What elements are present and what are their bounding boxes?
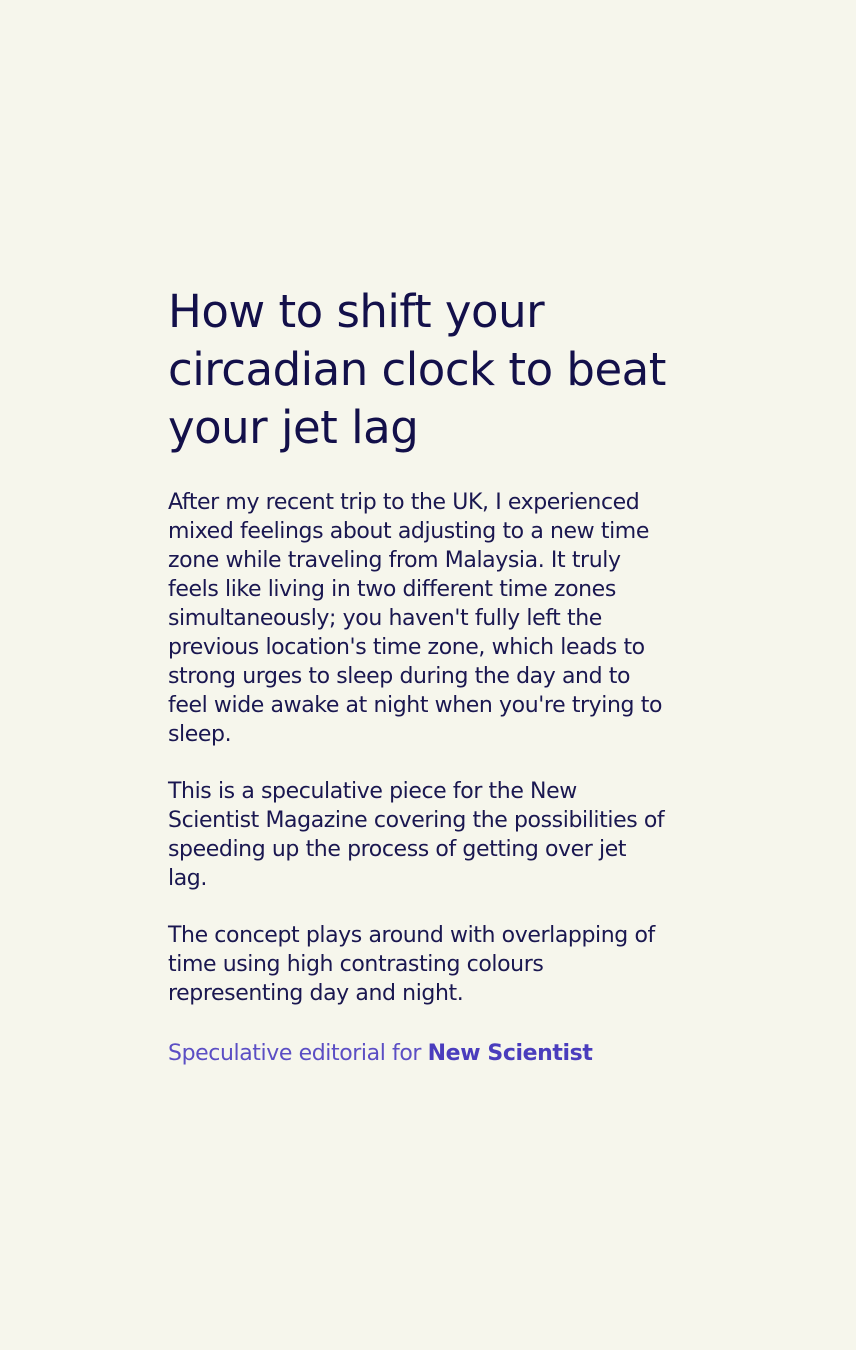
article-body bbox=[168, 488, 668, 1008]
body-paragraph: After my recent trip to the UK, I experienced mixed feelings about adjusting to a new time zone while traveling from Malaysia. It truly feels like living in two different time zones simultaneously; you haven't fully left the previous location's time zone, which leads to strong urges to sleep during the day and to feel wide awake at night when you're trying to sleep. bbox=[168, 490, 663, 747]
body-paragraph: The concept plays around with overlapping of time using high contrasting colours representing day and night. bbox=[168, 923, 655, 1006]
credit-prefix: Speculative editorial for bbox=[168, 1041, 422, 1066]
credit-line bbox=[168, 1039, 668, 1068]
article-title: How to shift your circadian clock to beat your jet lag bbox=[168, 285, 666, 454]
article bbox=[168, 283, 668, 1068]
publication-link[interactable]: New Scientist bbox=[427, 1041, 593, 1066]
body-paragraph: This is a speculative piece for the New Scientist Magazine covering the possibilities of speeding up the process of getting over jet lag. bbox=[168, 779, 665, 891]
